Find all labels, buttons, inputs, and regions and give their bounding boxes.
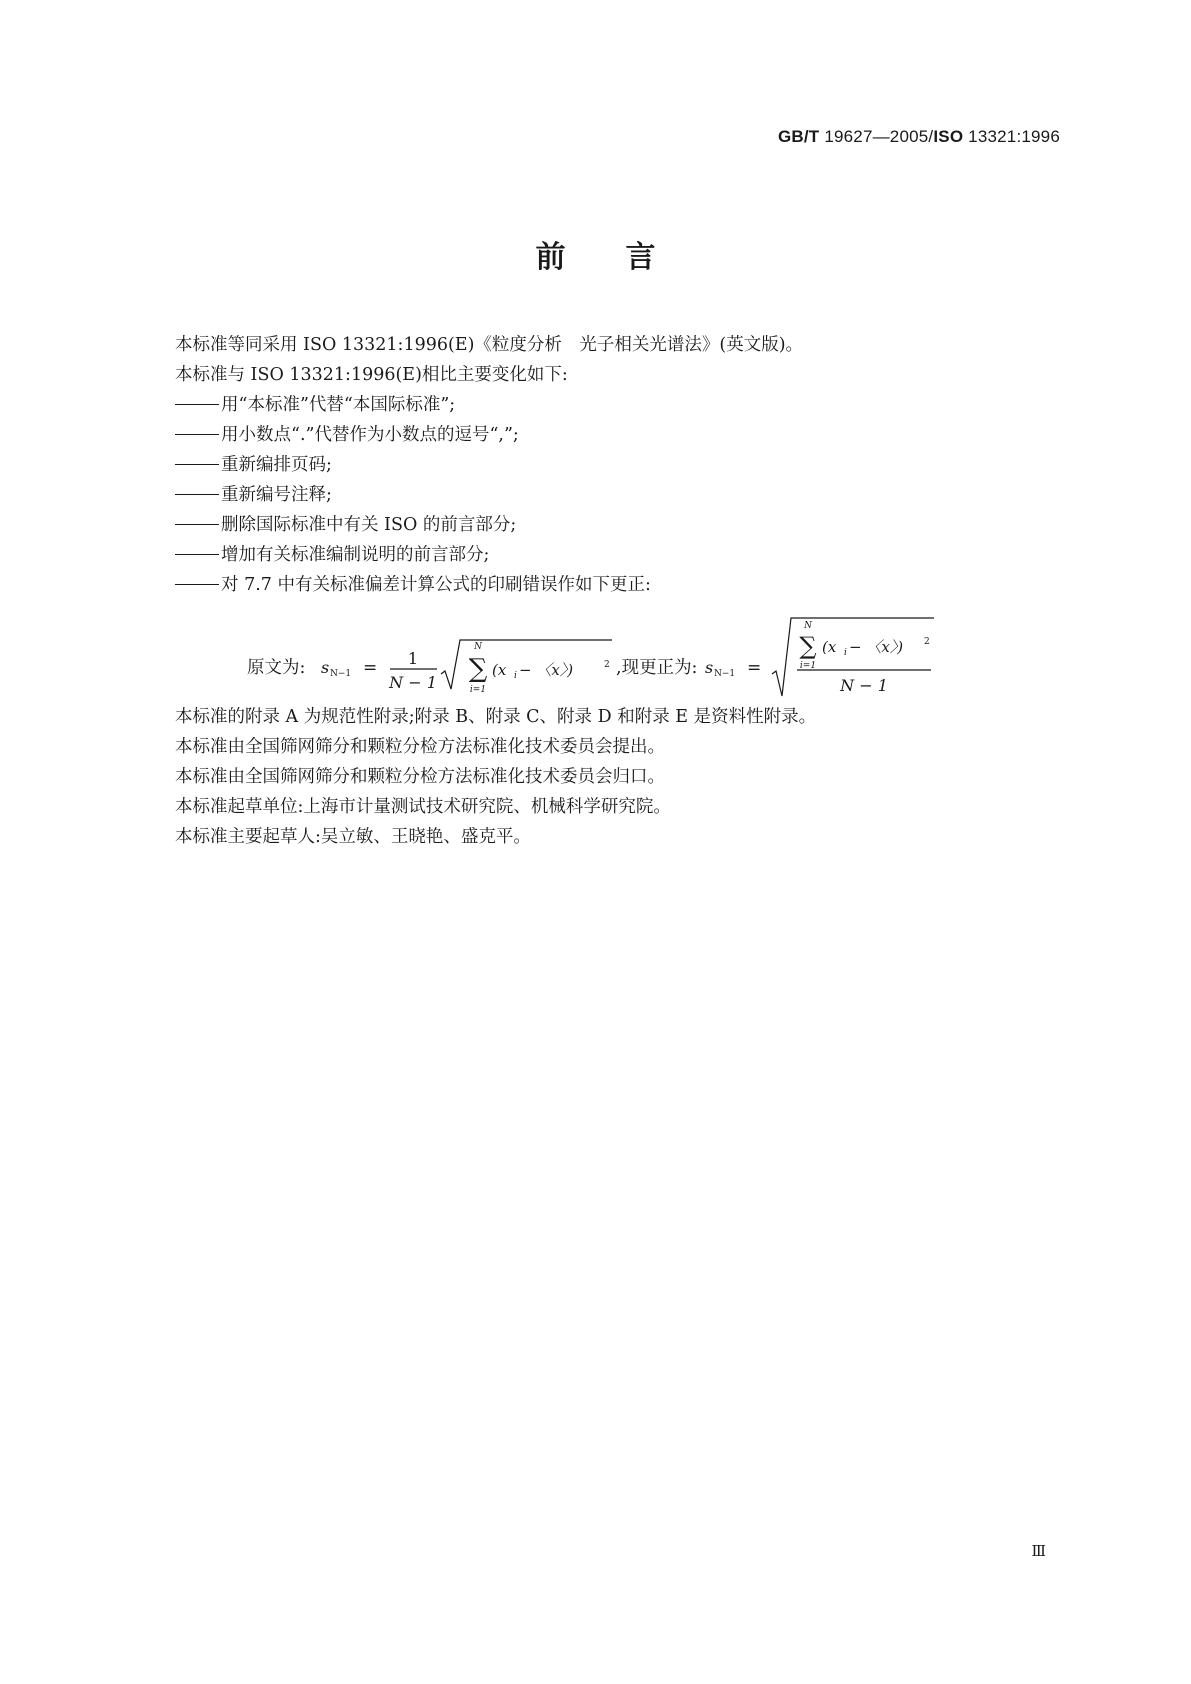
power: 2 — [604, 660, 610, 670]
term: (x — [492, 661, 507, 679]
power-2: 2 — [924, 637, 930, 647]
lhs-var-2: s — [705, 658, 714, 677]
change-item: 对 7.7 中有关标准偏差计算公式的印刷错误作如下更正: — [175, 570, 1045, 600]
sum-upper: N — [474, 642, 482, 652]
dash-icon — [175, 434, 219, 435]
standard-code — [778, 127, 1060, 147]
paragraph-annexes: 本标准的附录 A 为规范性附录;附录 B、附录 C、附录 D 和附录 E 是资料性附录。 — [175, 707, 817, 727]
denominator: N − 1 — [389, 673, 437, 692]
code-iso: ISO — [933, 127, 964, 146]
original-label: 原文为: — [247, 658, 306, 678]
formula-svg — [175, 616, 1055, 702]
sum-lower: i=1 — [469, 685, 487, 695]
page-number: Ⅲ — [1031, 1542, 1046, 1560]
dash-icon — [175, 554, 219, 555]
sum-symbol: ∑ — [468, 654, 488, 684]
term-sub-2: i — [844, 648, 847, 658]
term-sub: i — [514, 671, 517, 681]
paragraph-drafting-units: 本标准起草单位:上海市计量测试技术研究院、机械科学研究院。 — [175, 797, 671, 817]
change-item: 重新编号注释; — [175, 480, 1045, 510]
sum-upper-2: N — [804, 621, 812, 631]
dash-icon — [175, 404, 219, 405]
foreword-closing — [175, 702, 1045, 852]
change-item: 用小数点“.”代替作为小数点的逗号“,”; — [175, 420, 1045, 450]
sum-symbol-2: ∑ — [799, 632, 817, 660]
lhs-sub-2: N−1 — [714, 669, 736, 679]
change-item: 重新编排页码; — [175, 450, 1045, 480]
denominator-2: N − 1 — [840, 676, 888, 695]
formula-correction — [175, 616, 1055, 702]
dash-icon — [175, 494, 219, 495]
paragraph-proposed-by: 本标准由全国筛网筛分和颗粒分检方法标准化技术委员会提出。 — [175, 737, 665, 757]
page-title: 前言 — [535, 240, 716, 275]
dash-icon — [175, 524, 219, 525]
sum-lower-2: i=1 — [799, 661, 817, 671]
dash-icon — [175, 584, 219, 585]
lhs-sub: N−1 — [330, 669, 352, 679]
lhs-var: s — [321, 658, 330, 677]
term-2: (x — [822, 638, 837, 656]
numerator-one: 1 — [407, 649, 419, 668]
term-rest-2: − 〈x〉) — [849, 638, 904, 656]
paragraph-administered-by: 本标准由全国筛网筛分和颗粒分检方法标准化技术委员会归口。 — [175, 767, 665, 787]
paragraph-drafters: 本标准主要起草人:吴立敏、王晓艳、盛克平。 — [175, 827, 531, 847]
equals-sign-2: = — [747, 658, 762, 678]
corrected-label: ,现更正为: — [616, 658, 698, 678]
paragraph-adoption: 本标准等同采用 ISO 13321:1996(E)《粒度分析 光子相关光谱法》(英文版)。 — [175, 335, 804, 355]
code-iso-number: 13321:1996 — [963, 127, 1060, 146]
change-item: 用“本标准”代替“本国际标准”; — [175, 390, 1045, 420]
term-rest: − 〈x〉) — [519, 661, 574, 679]
dash-icon — [175, 464, 219, 465]
code-prefix: GB/T — [777, 127, 820, 146]
paragraph-changes-intro: 本标准与 ISO 13321:1996(E)相比主要变化如下: — [175, 365, 568, 385]
foreword-body — [175, 330, 1045, 600]
code-number: 19627—2005/ — [819, 127, 934, 146]
change-item: 删除国际标准中有关 ISO 的前言部分; — [175, 510, 1045, 540]
equals-sign: = — [363, 658, 378, 678]
change-item: 增加有关标准编制说明的前言部分; — [175, 540, 1045, 570]
